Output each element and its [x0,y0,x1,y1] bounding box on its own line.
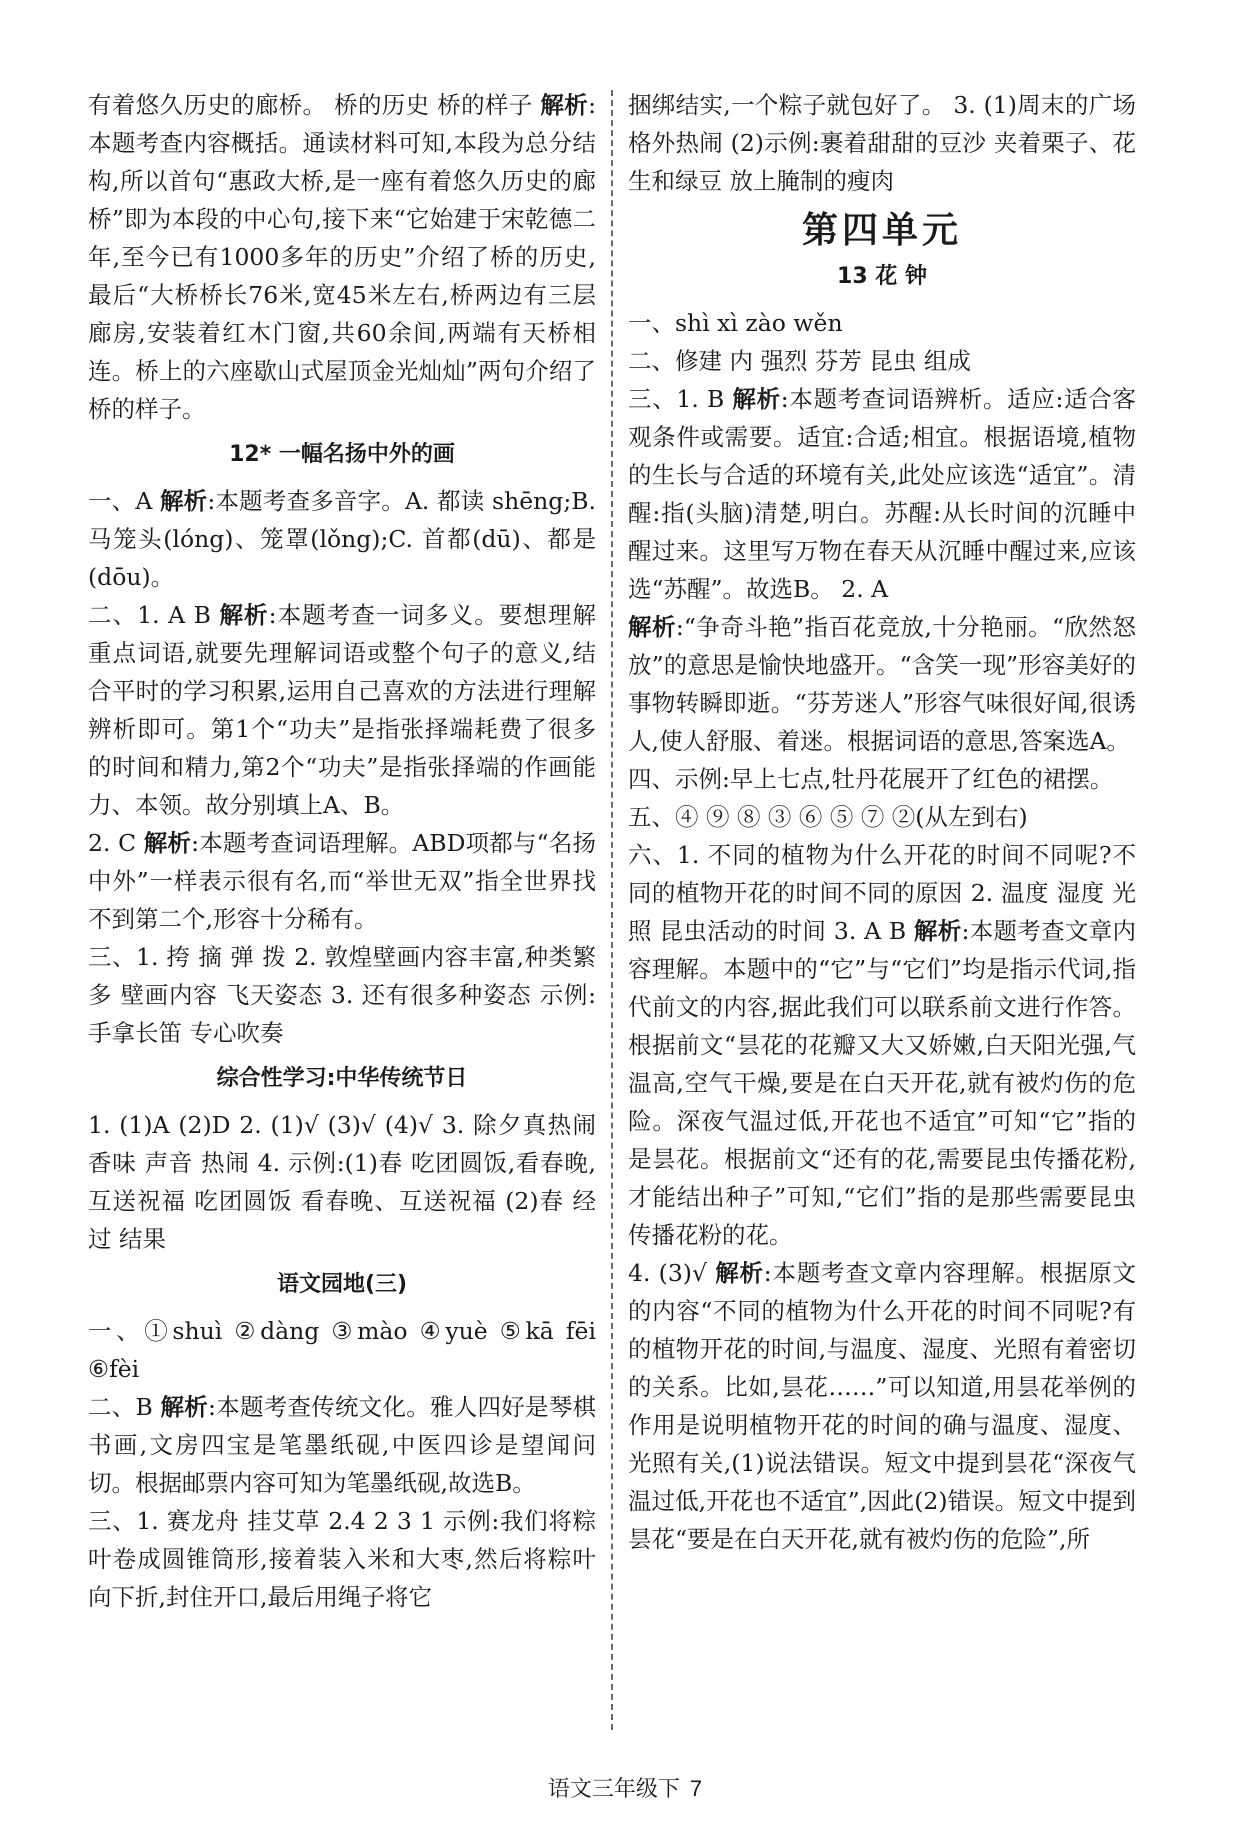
analysis-label: 解析 [628,613,676,641]
analysis-text: :本题考查内容概括。通读材料可知,本段为总分结构,所以首句“惠政大桥,是一座有着悠久历史的廊桥”即为本段的中心句,接下来“它始建于宋乾德二年,至今已有1000多年的历史”介绍了桥的历史,最后“大桥桥长76米,宽45米左右,桥两边有三层廊房,安装着红木门窗,共60余间,两端有天桥相连。桥上的六座歇山式屋顶金光灿灿”两句介绍了桥的样子。 [88,91,596,423]
analysis-text: :本题考查传统文化。雅人四好是琴棋书画,文房四宝是笔墨纸砚,中医四诊是望闻问切。根据邮票内容可知为笔墨纸砚,故选B。 [88,1393,597,1497]
left-column [88,86,596,1616]
analysis-text: :“争奇斗艳”指百花竞放,十分艳丽。“欣然怒放”的意思是愉快地盛开。“含笑一现”形容美好的事物转瞬即逝。“芬芳迷人”形容气味很好闻,很诱人,使人舒服、着迷。根据词语的意思,答案选A。 [628,613,1136,755]
analysis-label: 解析 [540,91,589,119]
right-column [628,86,1136,1558]
page-number: 7 [689,1776,703,1801]
answer-13-3 [628,380,1136,608]
intro-text: 有着悠久历史的廊桥。 桥的历史 桥的样子 [88,91,541,119]
analysis-label: 解析 [160,1393,209,1421]
lesson-13-title: 13 花 钟 [837,264,927,289]
answer-13-1: 一、shì xì zào wěn [628,309,843,337]
analysis-label: 解析 [219,601,269,629]
analysis-text: :本题考查文章内容理解。本题中的“它”与“它们”均是指示代词,指代前文的内容,据此我们可以联系前文进行作答。根据前文“昙花的花瓣又大又娇嫩,白天阳光强,气温高,空气干燥,要是在白天开花,就有被灼伤的危险。深夜气温过低,开花也不适宜”可知“它”指的是昙花。根据前文“还有的花,需要昆虫传播花粉,才能结出种子”可知,“它们”指的是那些需要昆虫传播花粉的花。 [628,917,1137,1249]
analysis-label: 解析 [160,487,208,515]
analysis-label: 解析 [732,385,781,413]
answer-13-7 [628,1254,1136,1558]
analysis-text: :本题考查一词多义。要想理解重点词语,就要先理解词语或整个句子的意义,结合平时的学习积累,运用自己喜欢的方法进行理解辨析即可。第1个“功夫”是指张择端耗费了很多的时间和精力,第2个“功夫”是指张择端的作画能力、本领。故分别填上A、B。 [88,601,597,819]
analysis-label: 解析 [913,917,962,945]
analysis-text: :本题考查文章内容理解。根据原文的内容“不同的植物为什么开花的时间不同呢?有的植物开花的时间,与温度、湿度、光照有着密切的关系。比如,昙花……”可以知道,用昙花举例的作用是说明植物开花的时间的确与温度、湿度、光照有关,(1)说法错误。短文中提到昙花“深夜气温过低,开花也不适宜”,因此(2)错误。短文中提到昙花“要是在白天开花,就有被灼伤的危险”,所 [628,1259,1137,1553]
answer-13-4: 四、示例:早上七点,牡丹花展开了红色的裙摆。 [628,765,1114,793]
answer-prefix: 三、1. B [628,385,733,413]
answer-prefix: 一、A [88,487,160,515]
analysis-text: :本题考查词语辨析。适应:适合客观条件或需要。适宜:合适;相宜。根据语境,植物的生长与合适的环境有关,此处应该选“适宜”。清醒:指(头脑)清楚,明白。苏醒:从长时间的沉睡中醒过来。这里写万物在春天从沉睡中醒过来,应该选“苏醒”。故选B。 2. A [628,385,1136,603]
lesson-12-title: 12* 一幅名扬中外的画 [229,442,455,467]
answer-prefix: 2. C [88,829,144,857]
answer-prefix: 二、B [88,1393,161,1421]
answer-garden-3: 三、1. 赛龙舟 挂艾草 2.4 2 3 1 示例:我们将粽叶卷成圆锥筒形,接着装入米和大枣,然后将粽叶向下折,封住开口,最后用绳子将它 [88,1507,596,1611]
page-footer [0,1772,1250,1803]
comprehensive-learning-title: 综合性学习:中华传统节日 [216,1066,468,1091]
answer-12-1 [88,482,596,596]
answer-12-4: 三、1. 挎 摘 弹 拨 2. 敦煌壁画内容丰富,种类繁多 壁画内容 飞天姿态 3. 还有很多种姿态 示例:手拿长笛 专心吹奏 [88,943,596,1047]
continued-answer: 捆绑结实,一个粽子就包好了。 3. (1)周末的广场格外热闹 (2)示例:裹着甜甜的豆沙 夹着栗子、花生和绿豆 放上腌制的瘦肉 [628,91,1136,195]
answer-comprehensive: 1. (1)A (2)D 2. (1)√ (3)√ (4)√ 3. 除夕真热闹 香味 声音 热闹 4. 示例:(1)春 吃团圆饭,看春晚,互送祝福 吃团圆饭 看春晚、互送祝福 (2)春 经过 结果 [88,1111,596,1253]
column-divider [611,90,613,1730]
answer-prefix: 二、1. A B [88,601,220,629]
analysis-text: :本题考查多音字。A. 都读 shēng;B. 马笼头(lóng)、笼罩(lǒng);C. 首都(dū)、都是(dōu)。 [88,487,596,591]
answer-garden-1: 一、①shuì ②dàng ③mào ④yuè ⑤kā fēi ⑥fèi [88,1317,596,1383]
intro-paragraph [88,86,596,428]
answer-garden-2 [88,1388,596,1502]
answer-13-5: 五、④ ⑨ ⑧ ③ ⑥ ⑤ ⑦ ②(从左到右) [628,803,1028,831]
answer-13-6 [628,836,1136,1254]
answer-12-3 [88,824,596,938]
answer-13-2: 二、修建 内 强烈 芬芳 昆虫 组成 [628,347,971,375]
analysis-text: :本题考查词语理解。ABD项都与“名扬中外”一样表示很有名,而“举世无双”指全世界找不到第二个,形容十分稀有。 [88,829,597,933]
footer-label: 语文三年级下 [547,1777,680,1802]
analysis-label: 解析 [715,1259,764,1287]
answer-prefix: 4. (3)√ [628,1259,716,1287]
unit-title: 第四单元 [801,210,962,251]
answer-13-3b [628,608,1136,760]
answer-prefix: 六、1. 不同的植物为什么开花的时间不同呢?不同的植物开花的时间不同的原因 2. 温度 湿度 光照 昆虫活动的时间 3. A B [628,841,1136,945]
answer-12-2 [88,596,596,824]
analysis-label: 解析 [143,829,192,857]
chinese-garden-title: 语文园地(三) [276,1272,408,1297]
